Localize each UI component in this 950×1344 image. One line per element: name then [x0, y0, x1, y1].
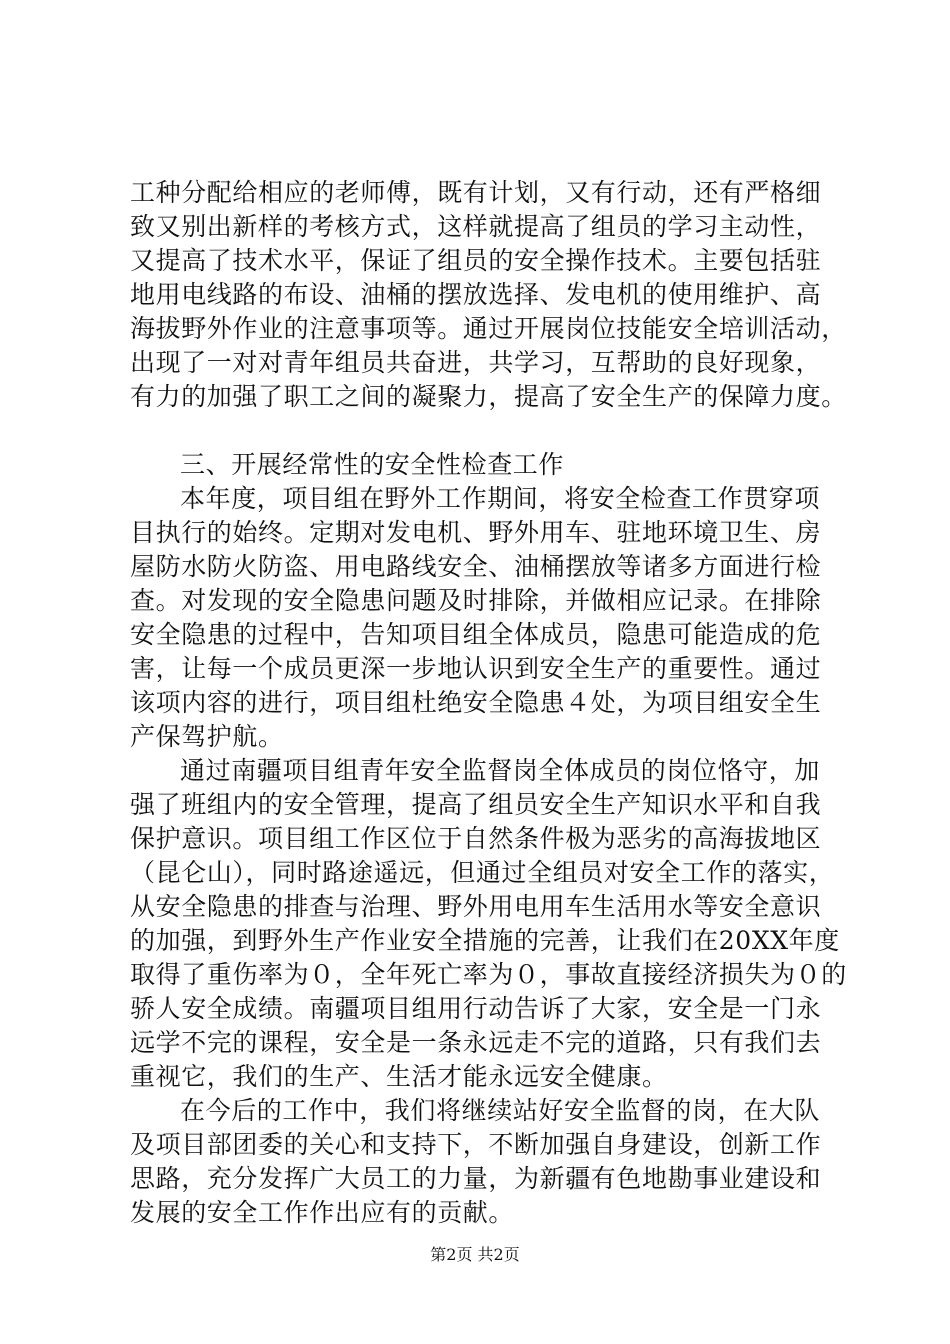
- paragraph-line: 害，让每一个成员更深一步地认识到安全生产的重要性。通过: [130, 654, 822, 683]
- section-heading: 三、开展经常性的安全性检查工作: [180, 450, 565, 479]
- paragraph-line: 本年度，项目组在野外工作期间，将安全检查工作贯穿项: [180, 484, 821, 513]
- paragraph-line: 通过南疆项目组青年安全监督岗全体成员的岗位恪守，加: [180, 756, 821, 785]
- paragraph-line: 重视它，我们的生产、生活才能永远安全健康。: [130, 1062, 668, 1091]
- paragraph-line: 屋防水防火防盗、用电路线安全、油桶摆放等诸多方面进行检: [130, 552, 822, 581]
- paragraph-line: 骄人安全成绩。南疆项目组用行动告诉了大家，安全是一门永: [130, 994, 822, 1023]
- paragraph-line: 该项内容的进行，项目组杜绝安全隐患４处，为项目组安全生: [130, 688, 822, 717]
- paragraph-line: 查。对发现的安全隐患问题及时排除，并做相应记录。在排除: [130, 586, 822, 615]
- paragraph-line: 致又别出新样的考核方式，这样就提高了组员的学习主动性，: [130, 212, 822, 241]
- paragraph-line: 产保驾护航。: [130, 722, 284, 751]
- paragraph-line: 安全隐患的过程中，告知项目组全体成员，隐患可能造成的危: [130, 620, 822, 649]
- paragraph-line: 强了班组内的安全管理，提高了组员安全生产知识水平和自我: [130, 790, 822, 819]
- paragraph-line: 工种分配给相应的老师傅，既有计划，又有行动，还有严格细: [130, 178, 822, 207]
- paragraph-line: （昆仑山），同时路途遥远，但通过全组员对安全工作的落实，: [130, 858, 835, 887]
- paragraph-line: 保护意识。项目组工作区位于自然条件极为恶劣的高海拔地区: [130, 824, 822, 853]
- paragraph-line: 发展的安全工作作出应有的贡献。: [130, 1198, 515, 1227]
- paragraph-line: 有力的加强了职工之间的凝聚力，提高了安全生产的保障力度。: [130, 382, 847, 411]
- paragraph-line: 取得了重伤率为０，全年死亡率为０，事故直接经济损失为０的: [130, 960, 847, 989]
- paragraph-line: 在今后的工作中，我们将继续站好安全监督的岗，在大队: [180, 1096, 821, 1125]
- paragraph-line: 地用电线路的布设、油桶的摆放选择、发电机的使用维护、高: [130, 280, 822, 309]
- paragraph-line: 远学不完的课程，安全是一条永远走不完的道路，只有我们去: [130, 1028, 822, 1057]
- paragraph-line: 海拔野外作业的注意事项等。通过开展岗位技能安全培训活动，: [130, 314, 847, 343]
- paragraph-line: 的加强，到野外生产作业安全措施的完善，让我们在20XX年度: [130, 926, 840, 955]
- page-number-footer: 第2页 共2页: [430, 1245, 520, 1264]
- paragraph-line: 思路，充分发挥广大员工的力量，为新疆有色地勘事业建设和: [130, 1164, 822, 1193]
- paragraph-line: 出现了一对对青年组员共奋进，共学习，互帮助的良好现象，: [130, 348, 822, 377]
- paragraph-line: 及项目部团委的关心和支持下，不断加强自身建设，创新工作: [130, 1130, 822, 1159]
- paragraph-line: 目执行的始终。定期对发电机、野外用车、驻地环境卫生、房: [130, 518, 822, 547]
- paragraph-line: 又提高了技术水平，保证了组员的安全操作技术。主要包括驻: [130, 246, 822, 275]
- paragraph-line: 从安全隐患的排查与治理、野外用电用车生活用水等安全意识: [130, 892, 822, 921]
